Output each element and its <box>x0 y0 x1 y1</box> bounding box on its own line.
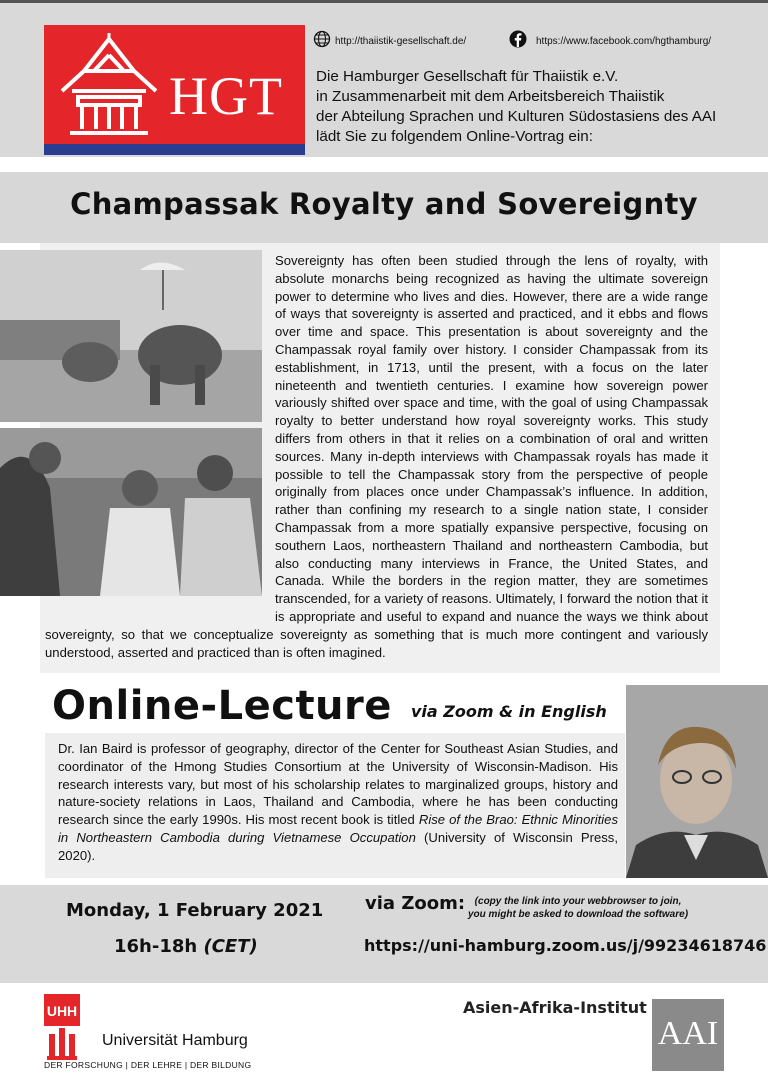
zoom-instructions <box>468 895 688 921</box>
bio-text-end: (University of Wisconsin Press, 2020). <box>58 829 618 863</box>
uhh-tagline: DER FORSCHUNG | DER LEHRE | DER BILDUNG <box>44 1060 252 1070</box>
speaker-portrait <box>626 685 768 878</box>
facebook-link[interactable]: https://www.facebook.com/hgthamburg/ <box>536 36 712 47</box>
abstract-text: Sovereignty has often been studied through the lens of royalty, with absolute monarchs being recognized as having the ultimate sovereign power to determine who lives and dies. However, there are a wide range of ways that sovereignty is asserted and practiced, and it ebbs and flows over time and space. This presentation is about sovereignty and the Champassak royal family over history. I consider Champassak from its establishment, in 1713, until the present, with a focus on the later nineteenth and twentieth centuries. I examine how sovereign power variously shifted over space and time, with the goal of using Champassak royalty to better understand how royal sovereignty works. This study differs from others in that it relies on a combination of oral and written sources. Many in-depth interviews with Champassak royals has made it possible to tell the Champassak story from the perspective of people originally from places once under Champassak’s influence. In addition, rather than confining my research to a single nation state, I consider Champassak from a more spatially expansive perspective, focusing on southern Laos, northeastern Thailand and northeastern Cambodia, but also conducting many interviews in France, the United States, and Canada. While the borders in the region matter, they are sometimes transcended, for a variety of reasons. Ultimately, I forward the notion that it is appropriate and useful to expand and nuance the ways we think about sovereignty, so that we conceptualize sovereignty as something that is much more contingent and variously understood, asserted and practiced than is often imagined. <box>45 253 708 660</box>
aai-name: Asien-Afrika-Institut <box>463 998 647 1017</box>
aai-logo-text: AAI <box>657 1015 719 1052</box>
logo-blue-stripe <box>44 144 305 155</box>
event-date: Monday, 1 February 2021 <box>66 900 324 921</box>
intro-line: in Zusammenarbeit mit dem Arbeitsbereich Thaiistik <box>316 88 665 105</box>
svg-text:UHH: UHH <box>46 1003 78 1019</box>
lecture-heading: Online-Lecture <box>52 683 392 729</box>
abstract-container <box>45 252 708 672</box>
intro-line: Die Hamburger Gesellschaft für Thaiistik e.V. <box>316 68 619 85</box>
intro-text <box>316 67 756 147</box>
event-time-range: 16h-18h <box>114 936 198 957</box>
facebook-icon <box>509 30 527 48</box>
hgt-logo-text: HGT <box>169 66 283 126</box>
event-time <box>114 936 258 957</box>
event-timezone: (CET) <box>203 936 258 957</box>
uhh-logo-icon <box>44 994 80 1062</box>
website-link[interactable]: http://thaiistik-gesellschaft.de/ <box>335 36 467 47</box>
via-zoom-label: via Zoom: <box>365 893 466 914</box>
photo-spacer <box>45 252 275 612</box>
book-title: Rise of the Brao: Ethnic Minorities in Northeastern Cambodia during Vietnamese Occupation <box>58 812 619 845</box>
lecture-subheading: via Zoom & in English <box>411 702 607 721</box>
speaker-bio <box>58 740 618 865</box>
hgt-logo <box>44 25 305 155</box>
globe-icon <box>313 30 331 48</box>
page-title: Champassak Royalty and Sovereignty <box>70 187 698 221</box>
intro-line: lädt Sie zu folgendem Online-Vortrag ein: <box>316 128 593 145</box>
temple-icon <box>54 33 164 143</box>
zoom-note-line: (copy the link into your webbrowser to join, <box>474 896 682 907</box>
top-rule <box>0 0 768 3</box>
bio-text: Dr. Ian Baird is professor of geography, director of the Center for Southeast Asian Studies, and coordinator of the Hmong Studies Consortium at the University of Wisconsin-Madison. His research interests vary, but most of his scholarship relates to marginalized groups, history and nature-society relations in Laos, Thailand and Cambodia, where he has been conducting research since the early 1990s. His most recent book is titled <box>58 741 618 828</box>
uhh-name: Universität Hamburg <box>102 1032 248 1049</box>
zoom-link[interactable]: https://uni-hamburg.zoom.us/j/99234618746 <box>364 936 767 955</box>
zoom-note-line: you might be asked to download the software) <box>468 909 689 920</box>
intro-line: der Abteilung Sprachen und Kulturen Südostasiens des AAI <box>316 108 717 125</box>
